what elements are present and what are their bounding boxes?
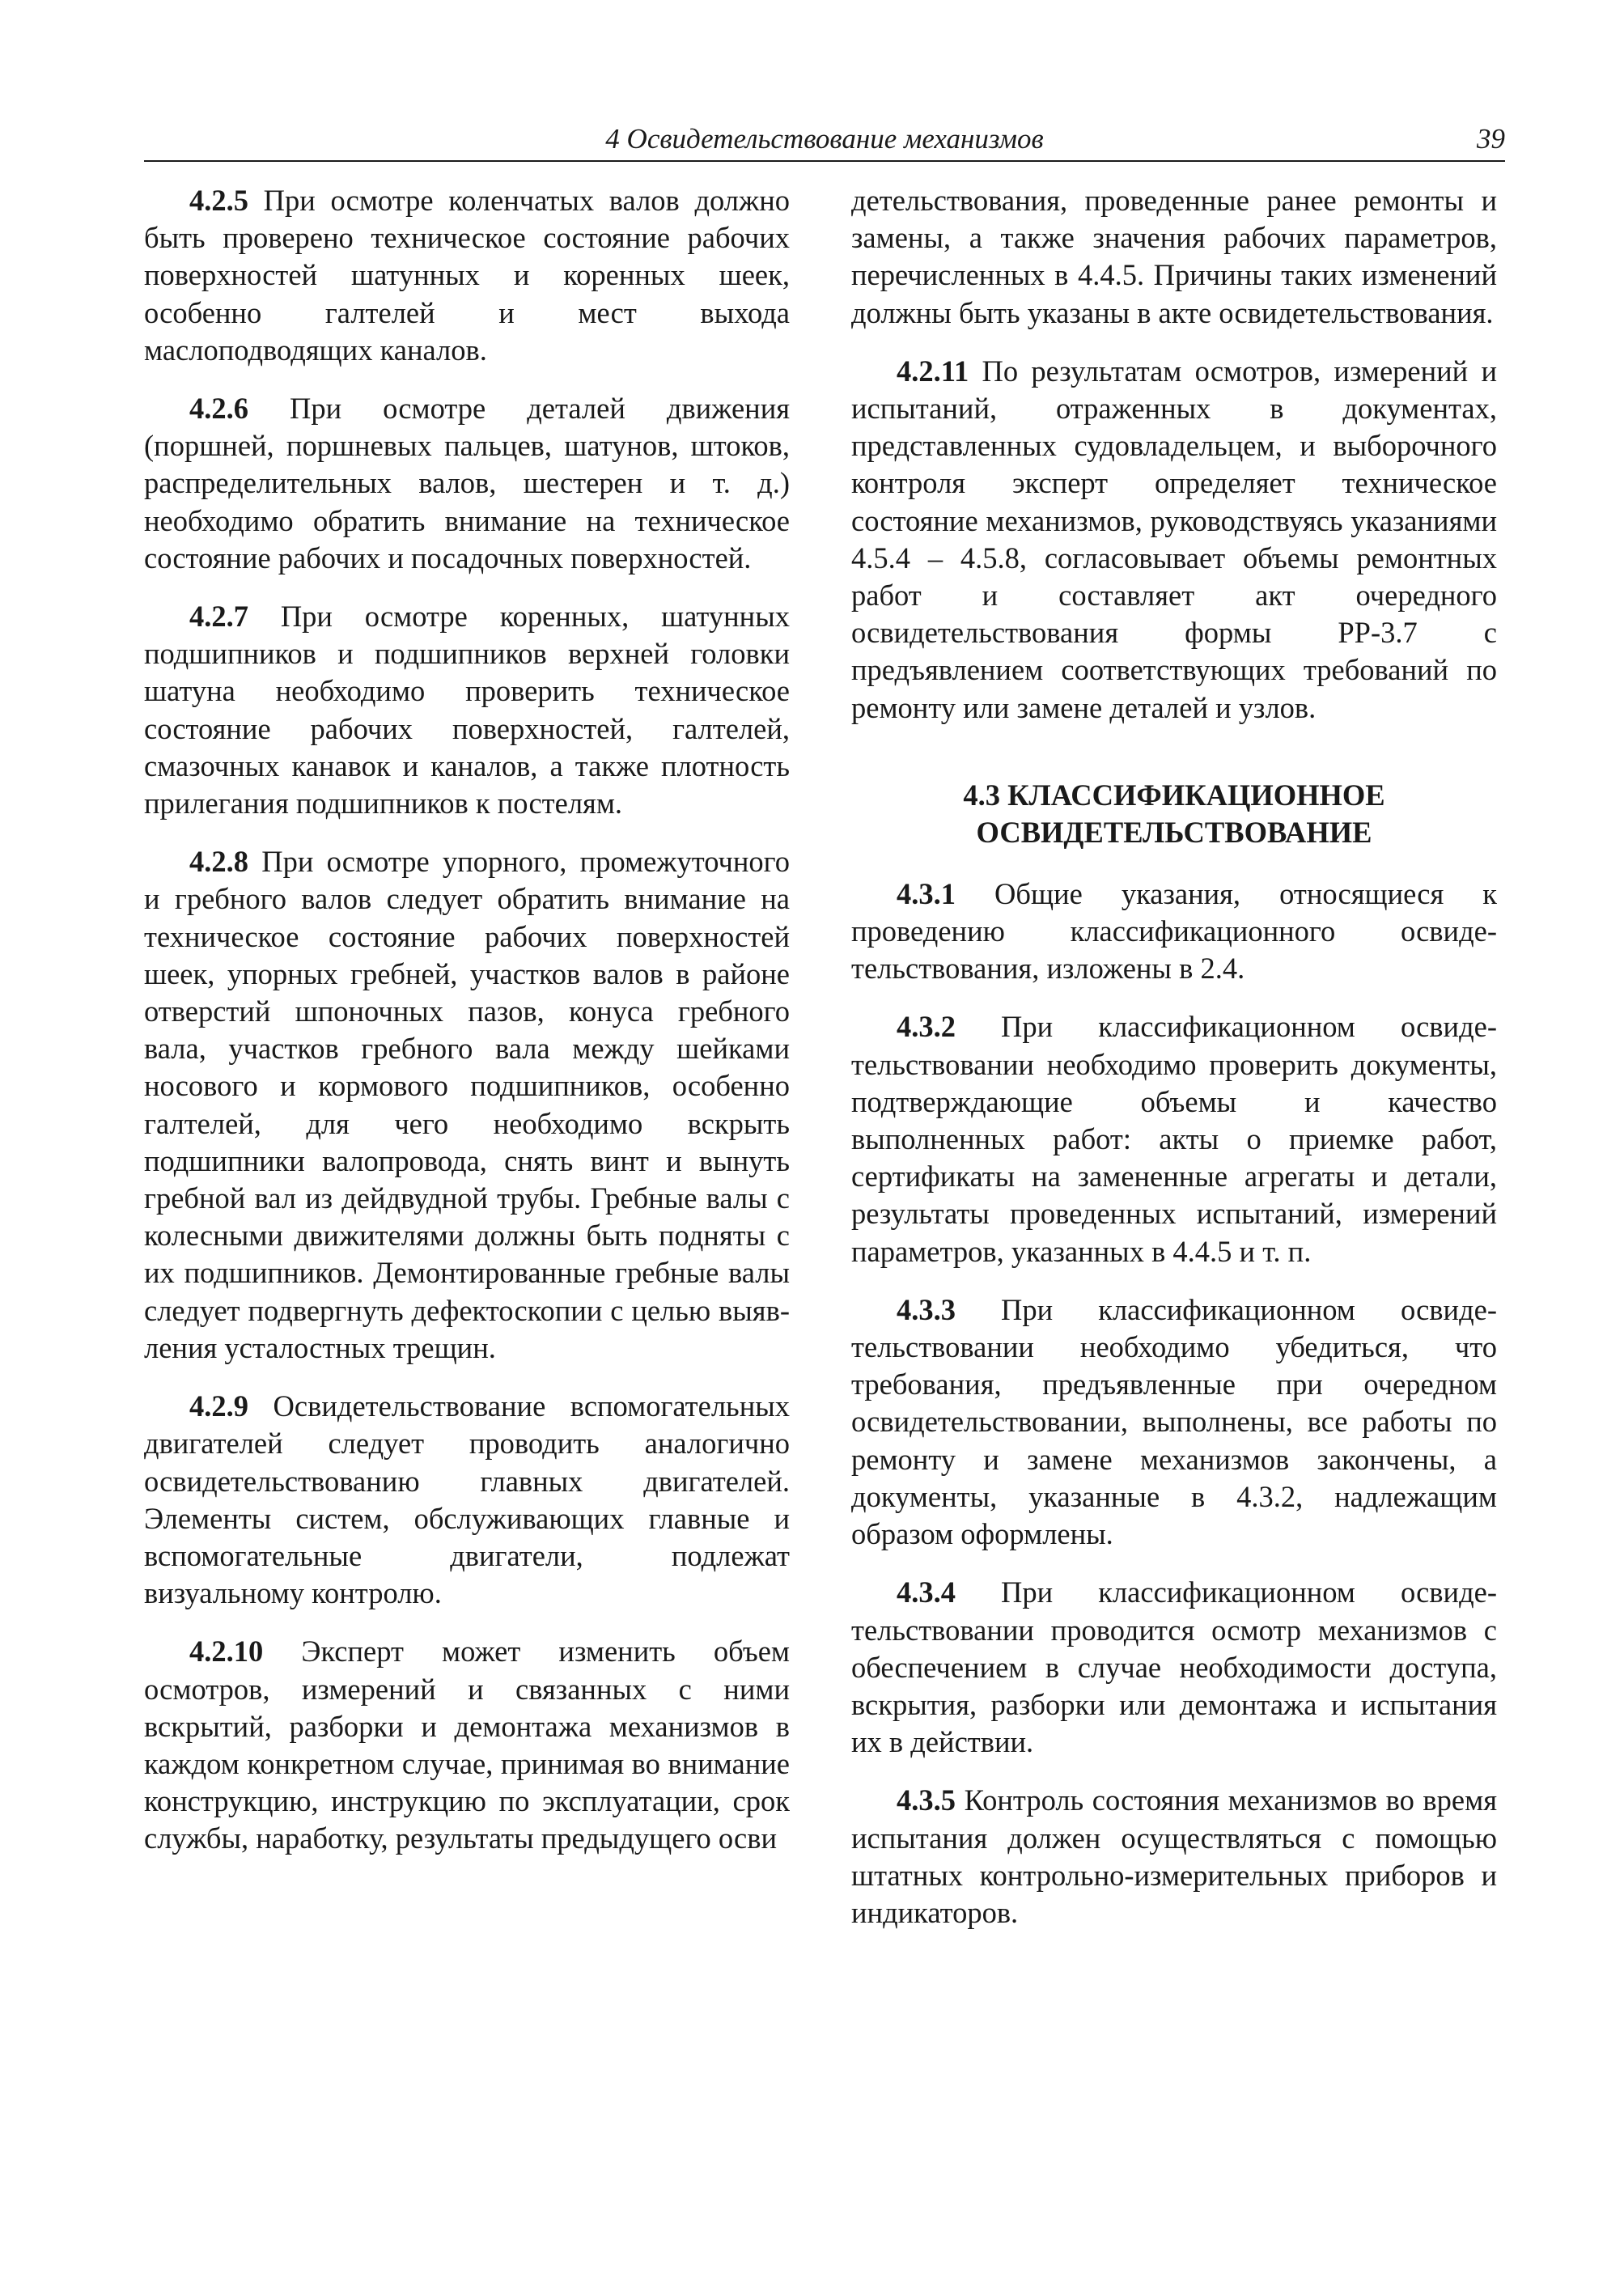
paragraph-4-2-7	[144, 598, 790, 822]
paragraph-4-3-5	[851, 1782, 1497, 1931]
paragraph-continuation	[851, 182, 1497, 332]
paragraph-text: Освидетельствование вспомогательных двигателей следует проводить аналогично освидетельствованию главных двигателей. Элементы систем, обслуживающих главные и вспомогательные двигатели, подлежат визуальному контролю.	[144, 1389, 791, 1610]
paragraph-4-3-3	[851, 1291, 1497, 1553]
paragraph-4-2-10	[144, 1633, 790, 1857]
paragraph-4-3-2	[851, 1008, 1497, 1270]
paragraph-4-2-5	[144, 182, 790, 369]
header-title: 4 Освидетельствование механизмов	[605, 123, 1044, 155]
right-column	[851, 182, 1497, 1953]
paragraph-number: 4.3.2	[897, 1010, 956, 1044]
paragraph-number: 4.2.9	[189, 1389, 248, 1423]
paragraph-4-2-11	[851, 353, 1497, 727]
paragraph-text: При осмотре коренных, шатунных подшипников и подшипников верхней головки шатуна необходимо проверить техническое состояние рабочих поверхностей, галтелей, смазочных канавок и каналов, а также плотность прилегания подшипников к постелям.	[144, 600, 790, 820]
left-column	[144, 182, 790, 1879]
paragraph-4-2-6	[144, 390, 790, 577]
paragraph-number: 4.3.4	[897, 1575, 956, 1609]
paragraph-text: По результатам осмотров, измерений и испытаний, отраженных в документах, представленных судовладельцем, и выборочного контроля эксперт определяет техническое состояние механизмов, руководствуясь указаниями 4.5.4 – 4.5.8, согласовывает объемы ремонтных работ и составляет акт очередного освидетельствования формы РР-3.7 с предъявлением соответствующих требований по ремонту или замене деталей и узлов.	[851, 354, 1497, 724]
paragraph-text: При осмотре упорного, промежуточного и гребного валов следует обратить внимание на техническое состояние рабочих поверхностей шеек, упорных гребней, участков валов в районе отверстий шпоночных пазов, конуса гребного вала, участков гребного вала между шейками носового и кормового подшипников, особенно галтелей, для чего необходимо вскрыть подшипники валопровода, снять винт и вынуть гребной вал из дейдвудной трубы. Гребные валы с колесными движителями должны быть подняты с их подшипников. Демонтированные гребные валы следует подвергнуть дефектоскопии с целью выявления усталостных трещин.	[144, 845, 790, 1364]
section-heading	[851, 777, 1497, 851]
paragraph-text: При классификационном освидетельствовании необходимо проверить документы, подтверждающие объемы и качество выполненных работ: акты о приемке работ, сертификаты на замененные агрегаты и детали, результаты проведенных испытаний, измерений параметров, указанных в 4.4.5 и т. п.	[851, 1010, 1497, 1268]
paragraph-number: 4.2.7	[189, 600, 248, 634]
paragraph-number: 4.2.10	[189, 1635, 264, 1669]
section-heading-line: 4.3 КЛАССИФИКАЦИОННОЕ	[963, 778, 1385, 812]
paragraph-number: 4.2.8	[189, 845, 248, 879]
paragraph-number: 4.3.5	[897, 1783, 956, 1817]
paragraph-text: Общие указания, относящиеся к проведению классификационного освидетельствования, изложены в 2.4.	[851, 876, 1497, 986]
paragraph-number: 4.2.11	[897, 354, 969, 388]
paragraph-4-2-8	[144, 843, 790, 1367]
paragraph-number: 4.2.6	[189, 392, 248, 426]
header-rule	[144, 160, 1505, 162]
paragraph-text: детельствования, проведенные ранее ремонты и замены, а также значения рабочих параметров, перечисленных в 4.4.5. Причины таких изменений должны быть указаны в акте освидетельствования.	[851, 184, 1497, 329]
paragraph-4-3-1	[851, 876, 1497, 988]
paragraph-text: При классификационном освидетельствовании необходимо убедиться, что требования, предъявленные при очередном освидетельствовании, выполнены, все работы по ремонту и замене механизмов закончены, а документы, указанные в 4.3.2, надлежащим образом оформлены.	[851, 1292, 1497, 1551]
paragraph-text: Контроль состояния механизмов во время испытания должен осуществляться с помощью штатных контрольно-измерительных приборов и индикаторов.	[851, 1783, 1497, 1929]
running-header	[144, 123, 1505, 163]
paragraph-text: При осмотре коленчатых валов должно быть проверено техническое состояние рабочих поверхностей шатунных и коренных шеек, особенно галтелей и мест выхода маслоподводящих каналов.	[144, 184, 790, 367]
paragraph-4-2-9	[144, 1388, 790, 1612]
page-number: 39	[1477, 123, 1505, 155]
paragraph-text: Эксперт может изменить объем осмотров, измерений и связанных с ними вскрытий, разборки и демонтажа механизмов в каждом конкретном случае, принимая во внимание конструкцию, инструкцию по эксплуатации, срок службы, наработку, результаты предыдущего осви	[144, 1635, 790, 1855]
paragraph-text: При осмотре деталей движения (поршней, поршневых пальцев, шатунов, штоков, распределительных валов, шестерен и т. д.) необходимо обратить внимание на техническое состояние рабочих и посадочных поверхностей.	[144, 392, 791, 575]
paragraph-number: 4.2.5	[189, 184, 248, 217]
section-heading-line: ОСВИДЕТЕЛЬСТВОВАНИЕ	[976, 815, 1372, 849]
paragraph-number: 4.3.3	[897, 1292, 956, 1326]
paragraph-4-3-4	[851, 1574, 1497, 1761]
paragraph-text: При классификационном освидетельствовании проводится осмотр механизмов с обеспечением в случае необходимости доступа, вскрытия, разборки или демонтажа и испытания их в действии.	[851, 1575, 1497, 1759]
paragraph-number: 4.3.1	[897, 876, 956, 910]
